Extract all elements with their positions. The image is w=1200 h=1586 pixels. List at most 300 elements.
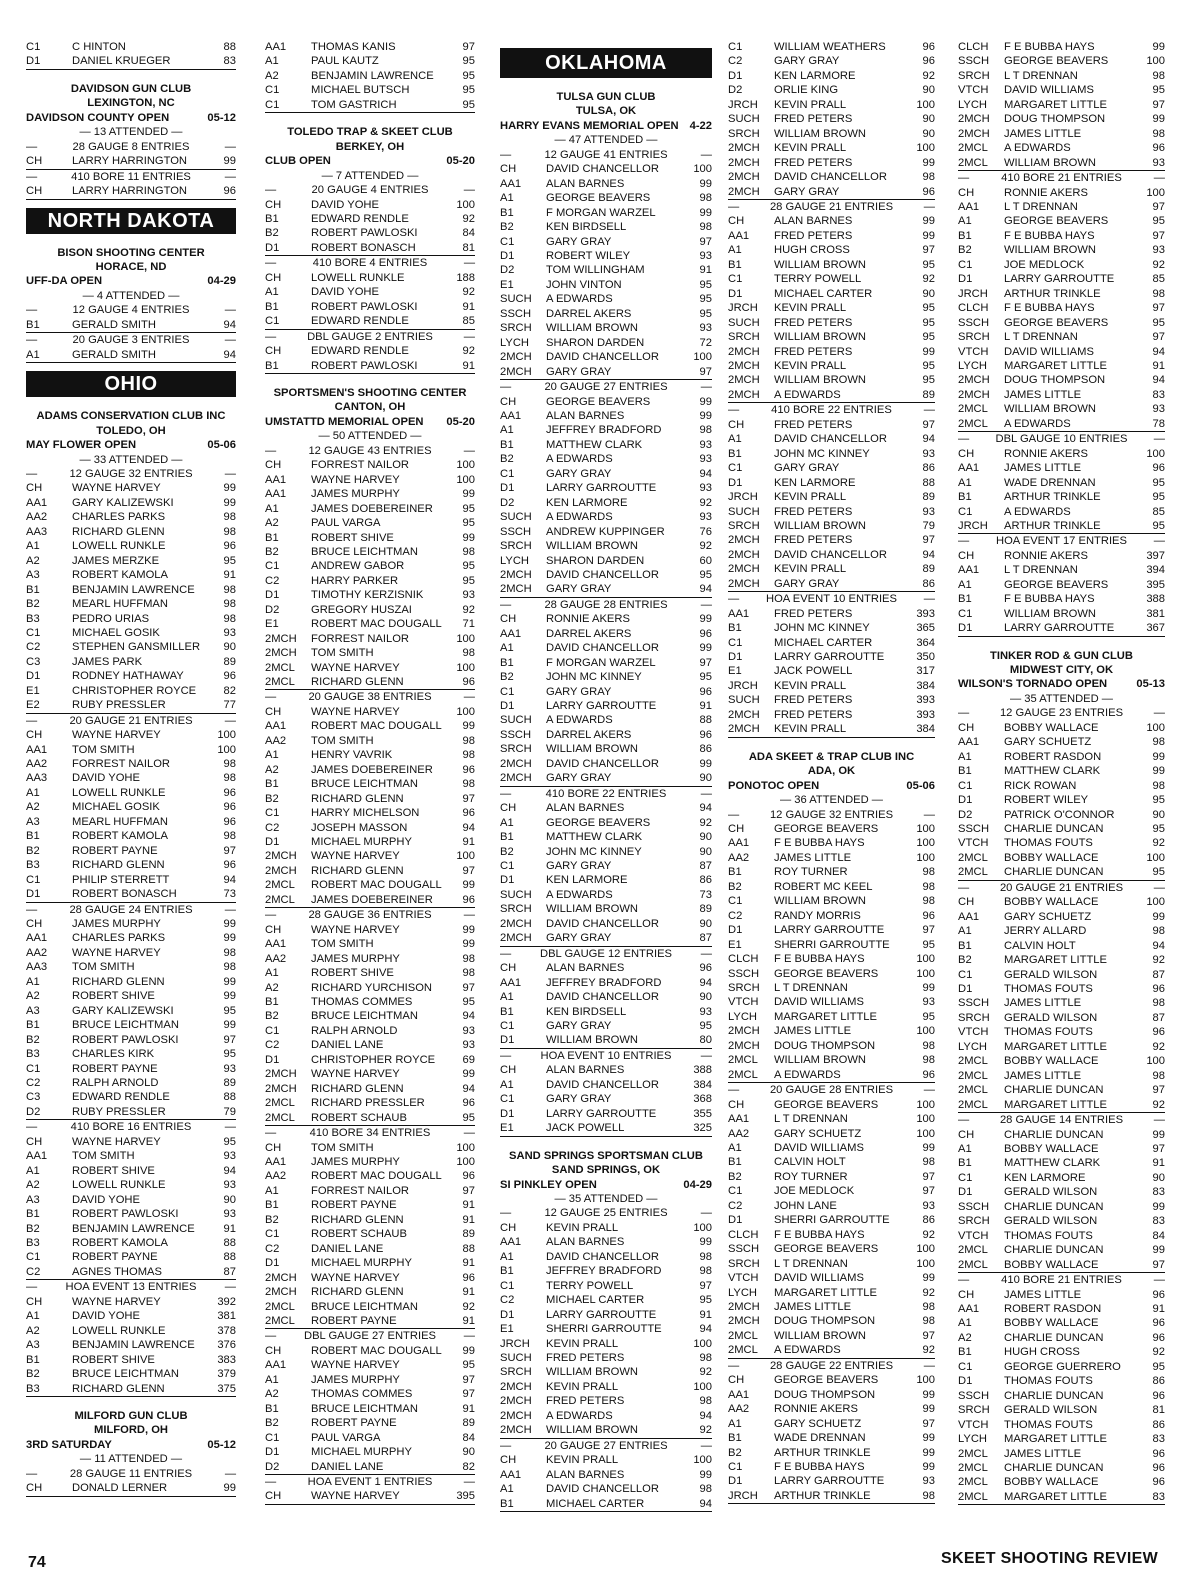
dash: — xyxy=(780,794,795,807)
class-code: 2MCL xyxy=(958,1490,988,1503)
score: 375 xyxy=(217,1382,236,1395)
shooter-name: MEARL HUFFMAN xyxy=(72,815,168,828)
class-code: CH xyxy=(728,1098,745,1111)
class-code: A1 xyxy=(500,991,514,1004)
score: 96 xyxy=(699,728,712,741)
score: 99 xyxy=(223,975,236,988)
score: 89 xyxy=(462,1417,475,1430)
class-code: AA1 xyxy=(958,462,980,475)
score: 71 xyxy=(462,618,475,631)
dash: — xyxy=(1153,535,1165,548)
shooter-name: WILLIAM BROWN xyxy=(774,331,866,344)
score: 100 xyxy=(693,351,712,364)
shooter-name: WAYNE HARVEY xyxy=(311,850,400,863)
gauge-label: 12 GAUGE 25 ENTRIES xyxy=(544,1207,668,1220)
shooter-name: GERALD WILSON xyxy=(1004,1404,1098,1417)
dash: — xyxy=(728,1359,740,1372)
class-code: 2MCH xyxy=(265,1068,297,1081)
club-city: TULSA, OK xyxy=(575,105,637,118)
result-row xyxy=(728,1170,935,1184)
score: 99 xyxy=(1152,750,1165,763)
shooter-name: A EDWARDS xyxy=(774,1068,841,1081)
shooter-name: CHARLIE DUNCAN xyxy=(1004,866,1104,879)
class-code: CH xyxy=(26,185,43,198)
result-row xyxy=(728,1402,935,1416)
gauge-label: 410 BORE 4 ENTRIES xyxy=(312,257,428,270)
class-code: A1 xyxy=(728,244,742,257)
class-code: AA2 xyxy=(265,952,287,965)
class-code: 2MCH xyxy=(500,757,532,770)
result-row xyxy=(958,1185,1165,1199)
shooter-name: GEORGE BEAVERS xyxy=(774,1374,879,1387)
result-row xyxy=(728,388,935,403)
gauge-label: HOA EVENT 10 ENTRIES xyxy=(766,593,897,606)
result-row xyxy=(500,728,712,742)
shooter-name: CALVIN HOLT xyxy=(774,1156,846,1169)
class-code: 2MCL xyxy=(958,1447,988,1460)
class-code: E1 xyxy=(265,618,279,631)
shooter-name: ARTHUR TRINKLE xyxy=(774,1489,871,1502)
dash: — xyxy=(265,330,277,343)
shooter-name: FORREST NAILOR xyxy=(72,758,171,771)
gauge-label: DBL GAUGE 12 ENTRIES xyxy=(539,947,672,960)
class-code: SSCH xyxy=(500,525,532,538)
result-row xyxy=(26,1033,236,1047)
shooter-name: GEORGE BEAVERS xyxy=(1004,578,1109,591)
dash: — xyxy=(26,170,38,183)
result-row xyxy=(728,112,935,126)
result-row xyxy=(265,1227,475,1241)
result-row xyxy=(265,458,475,472)
score: 98 xyxy=(462,967,475,980)
gauge-label: 410 BORE 21 ENTRIES xyxy=(1001,1274,1122,1287)
result-row xyxy=(265,502,475,516)
class-code: C1 xyxy=(26,41,41,53)
score: 93 xyxy=(223,1208,236,1221)
class-code: B1 xyxy=(958,1157,972,1170)
shooter-name: DOUG THOMPSON xyxy=(774,1315,876,1328)
score: 95 xyxy=(462,84,475,97)
class-code: CH xyxy=(728,418,745,431)
result-row xyxy=(958,1214,1165,1228)
shooter-name: MICHAEL MURPHY xyxy=(311,1446,412,1459)
score: 98 xyxy=(1152,69,1165,82)
class-code: 2MCL xyxy=(265,879,295,892)
score: 99 xyxy=(922,1403,935,1416)
score: 100 xyxy=(916,1257,935,1270)
gauge-header xyxy=(500,1439,712,1453)
class-code: AA1 xyxy=(728,607,750,620)
shooter-name: A EDWARDS xyxy=(1004,142,1071,155)
shooter-name: MARGARET LITTLE xyxy=(1004,1490,1107,1503)
class-code: B2 xyxy=(265,1010,279,1023)
shooter-name: DAVID CHANCELLOR xyxy=(546,642,659,655)
shooter-name: JAMES LITTLE xyxy=(1004,997,1082,1010)
class-code: D2 xyxy=(265,1460,280,1473)
result-row xyxy=(728,1314,935,1328)
shooter-name: GEORGE BEAVERS xyxy=(546,395,651,408)
attended-count: 35 ATTENDED xyxy=(1024,692,1099,705)
score: 96 xyxy=(1152,1288,1165,1301)
shooter-name: DANIEL LANE xyxy=(311,1039,384,1052)
score: 94 xyxy=(699,467,712,480)
score: 96 xyxy=(922,185,935,198)
gauge-header xyxy=(728,403,935,417)
class-code: D1 xyxy=(958,273,973,286)
result-row xyxy=(958,272,1165,286)
result-row xyxy=(728,1228,935,1242)
dash: — xyxy=(224,903,236,916)
score: 95 xyxy=(1152,519,1165,532)
class-code: B1 xyxy=(265,300,279,313)
shooter-name: DARREL AKERS xyxy=(546,627,632,640)
gauge-label: 410 BORE 22 ENTRIES xyxy=(545,787,667,800)
result-row xyxy=(958,822,1165,836)
result-row xyxy=(958,417,1165,432)
gauge-header xyxy=(728,592,935,606)
shooter-name: EDWARD RENDLE xyxy=(311,315,409,328)
shooter-name: ROBERT BONASCH xyxy=(311,241,416,254)
score: 97 xyxy=(462,864,475,877)
result-row xyxy=(728,1024,935,1038)
class-code: AA2 xyxy=(265,1170,287,1183)
class-code: AA1 xyxy=(26,743,48,756)
shooter-name: GEORGE BEAVERS xyxy=(1004,316,1109,329)
dash: — xyxy=(700,1439,712,1452)
gauge-header xyxy=(500,1206,712,1220)
shooter-name: GEORGE BEAVERS xyxy=(774,1098,879,1111)
dash: — xyxy=(463,330,475,343)
result-row xyxy=(500,1005,712,1019)
class-code: 2MCH xyxy=(265,632,297,645)
class-code: D1 xyxy=(958,794,973,807)
shooter-name: RONNIE AKERS xyxy=(774,1403,858,1416)
result-row xyxy=(728,418,935,432)
class-code: C1 xyxy=(500,1020,515,1032)
score: 100 xyxy=(693,1454,712,1467)
score: 99 xyxy=(1152,765,1165,778)
shooter-name: DAVID CHANCELLOR xyxy=(546,1483,659,1496)
dash: — xyxy=(728,404,740,417)
result-row xyxy=(728,664,935,678)
class-code: 2MCL xyxy=(958,1098,988,1111)
shooter-name: ROY TURNER xyxy=(774,1170,848,1183)
shooter-name: LARRY GARROUTTE xyxy=(774,651,885,664)
result-row xyxy=(26,184,236,199)
shooter-name: RICHARD GLENN xyxy=(311,1286,404,1299)
shooter-name: LARRY GARROUTTE xyxy=(546,482,657,495)
shooter-name: L T DRENNAN xyxy=(774,1113,848,1126)
class-code: SRCH xyxy=(728,331,760,344)
result-row xyxy=(500,742,712,756)
score: 92 xyxy=(699,1366,712,1379)
class-code: SSCH xyxy=(958,316,990,329)
class-code: B2 xyxy=(500,221,514,234)
shooter-name: RICHARD GLENN xyxy=(311,676,404,689)
shooter-name: RUBY PRESSLER xyxy=(72,699,166,712)
shooter-name: LOWELL RUNKLE xyxy=(311,271,405,284)
class-code: 2MCH xyxy=(728,156,760,169)
class-code: A1 xyxy=(958,1317,972,1330)
result-row xyxy=(26,1105,236,1120)
result-row xyxy=(958,1054,1165,1068)
shooter-name: A EDWARDS xyxy=(774,1344,841,1357)
score: 325 xyxy=(693,1122,712,1135)
shooter-name: SHERRI GARROUTTE xyxy=(774,938,890,951)
score: 93 xyxy=(922,505,935,518)
class-code: VTCH xyxy=(958,1418,989,1431)
shooter-name: ALAN BARNES xyxy=(546,962,625,975)
class-code: B1 xyxy=(500,438,514,451)
class-code: A2 xyxy=(26,554,40,567)
result-row xyxy=(265,359,475,374)
score: 98 xyxy=(462,734,475,747)
shooter-name: DOUG THOMPSON xyxy=(774,1039,876,1052)
gauge-header xyxy=(958,881,1165,895)
class-code: 2MCL xyxy=(958,1476,988,1489)
class-code: 2MCH xyxy=(728,374,760,387)
club-name: BISON SHOOTING CENTER xyxy=(57,246,205,259)
shooter-name: SHARON DARDEN xyxy=(546,554,645,567)
result-row xyxy=(500,162,712,176)
dash: — xyxy=(463,1330,475,1343)
shooter-name: DONALD LERNER xyxy=(72,1482,168,1495)
score: 94 xyxy=(1152,939,1165,952)
event-line xyxy=(26,274,236,288)
score: 97 xyxy=(462,1373,475,1386)
score: 98 xyxy=(223,511,236,524)
score: 97 xyxy=(922,534,935,547)
class-code: D1 xyxy=(265,1257,280,1270)
result-row xyxy=(26,496,236,510)
score: 94 xyxy=(699,583,712,596)
shooter-name: KEVIN PRALL xyxy=(546,1221,619,1234)
shooter-name: WAYNE HARVEY xyxy=(311,1359,400,1372)
result-row xyxy=(26,917,236,931)
result-row xyxy=(500,1351,712,1365)
dash: — xyxy=(265,184,277,197)
result-row xyxy=(500,568,712,582)
result-row xyxy=(958,447,1165,461)
class-code: 2MCH xyxy=(728,388,760,401)
score: 96 xyxy=(223,815,236,828)
score: 91 xyxy=(462,1213,475,1226)
class-code: C1 xyxy=(26,626,41,639)
score: 100 xyxy=(916,1374,935,1387)
shooter-name: ROBERT PAWLOSKI xyxy=(311,227,418,240)
shooter-name: EDWARD RENDLE xyxy=(311,212,409,225)
shooter-name: A EDWARDS xyxy=(546,511,613,524)
attendance xyxy=(26,1452,236,1466)
score: 99 xyxy=(699,409,712,422)
score: 98 xyxy=(1152,1069,1165,1082)
class-code: CH xyxy=(958,1288,975,1301)
result-row xyxy=(728,170,935,184)
shooter-name: CHRISTOPHER ROYCE xyxy=(311,1053,436,1066)
score: 95 xyxy=(462,1359,475,1372)
score: 95 xyxy=(1152,794,1165,807)
result-row xyxy=(958,953,1165,967)
dash: — xyxy=(700,947,712,960)
class-code: A1 xyxy=(958,215,972,228)
shooter-name: KEN BIRDSELL xyxy=(546,221,627,234)
class-code: C2 xyxy=(26,1077,41,1089)
result-row xyxy=(500,191,712,205)
shooter-name: DAVID CHANCELLOR xyxy=(774,171,887,184)
score: 392 xyxy=(217,1295,236,1308)
shooter-name: DAVID WILLIAMS xyxy=(1004,345,1094,358)
result-row xyxy=(958,1447,1165,1461)
dash: — xyxy=(700,1207,712,1220)
event-name: DAVIDSON COUNTY OPEN xyxy=(26,111,170,124)
class-code: 2MCH xyxy=(500,932,532,945)
class-code: AA2 xyxy=(728,1127,750,1140)
dash: — xyxy=(321,169,336,182)
score: 97 xyxy=(462,981,475,994)
shooter-name: PAUL KAUTZ xyxy=(311,55,379,68)
class-code: CLCH xyxy=(728,953,759,966)
shooter-name: RICHARD GLENN xyxy=(72,525,165,538)
result-row xyxy=(26,597,236,611)
event-name: SI PINKLEY OPEN xyxy=(500,1178,597,1191)
result-row xyxy=(728,1112,935,1126)
score: 96 xyxy=(1152,1476,1165,1489)
dash: — xyxy=(500,148,512,161)
event-line xyxy=(26,1438,236,1452)
shooter-name: RODNEY HATHAWAY xyxy=(72,670,184,683)
shooter-name: THOMAS FOUTS xyxy=(1004,1026,1093,1039)
score: 94 xyxy=(699,976,712,989)
result-row xyxy=(500,292,712,306)
shooter-name: MICHAEL GOSIK xyxy=(72,801,160,814)
score: 91 xyxy=(462,1199,475,1212)
shooter-name: DAVID YOHE xyxy=(72,772,140,785)
attended-count: 11 ATTENDED xyxy=(94,1453,168,1466)
class-code: 2MCH xyxy=(265,864,297,877)
result-row xyxy=(958,461,1165,475)
result-row xyxy=(265,314,475,329)
shooter-name: LOWELL RUNKLE xyxy=(72,786,166,799)
shooter-name: CHARLIE DUNCAN xyxy=(1004,1389,1104,1402)
class-code: 2MCH xyxy=(500,351,532,364)
score: 96 xyxy=(1152,1461,1165,1474)
event-date: 05-12 xyxy=(207,1438,236,1451)
result-row xyxy=(728,1271,935,1285)
shooter-name: DANIEL LANE xyxy=(311,1460,384,1473)
shooter-name: HARRY MICHELSON xyxy=(311,807,420,820)
shooter-name: MARGARET LITTLE xyxy=(1004,1098,1107,1111)
dash: — xyxy=(728,808,740,821)
score: 98 xyxy=(699,1351,712,1364)
class-code: B1 xyxy=(26,830,40,843)
result-row xyxy=(26,655,236,669)
score: 96 xyxy=(462,1271,475,1284)
result-row xyxy=(26,348,236,363)
score: 95 xyxy=(699,671,712,684)
class-code: C1 xyxy=(728,895,743,908)
score: 100 xyxy=(916,98,935,111)
score: 99 xyxy=(1152,910,1165,923)
class-code: VTCH xyxy=(958,1229,989,1242)
class-code: A1 xyxy=(265,502,279,515)
shooter-name: THOMAS FOUTS xyxy=(1004,1418,1093,1431)
shooter-name: RICHARD GLENN xyxy=(72,975,165,988)
score: 95 xyxy=(699,568,712,581)
shooter-name: JAMES MURPHY xyxy=(311,952,400,965)
score: 96 xyxy=(1152,142,1165,155)
class-code: D1 xyxy=(265,836,280,849)
class-code: 2MCL xyxy=(958,156,988,169)
shooter-name: BENJAMIN LAWRENCE xyxy=(72,1339,195,1352)
score: 100 xyxy=(916,142,935,155)
club-city: MILFORD, OH xyxy=(94,1424,168,1437)
result-row xyxy=(958,563,1165,577)
shooter-name: JAMES MURPHY xyxy=(311,1155,400,1168)
shooter-name: MICHAEL MURPHY xyxy=(311,836,412,849)
score: 100 xyxy=(456,632,475,645)
class-code: 2MCL xyxy=(265,1300,295,1313)
shooter-name: BRUCE LEICHTMAN xyxy=(311,1010,418,1023)
score: 97 xyxy=(462,1184,475,1197)
shooter-name: FRED PETERS xyxy=(774,694,853,707)
shooter-name: MICHAEL CARTER xyxy=(774,287,873,300)
shooter-name: ROBERT KAMOLA xyxy=(72,1236,168,1249)
club-city: HORACE, ND xyxy=(95,260,167,273)
score: 73 xyxy=(223,888,236,901)
score: 95 xyxy=(223,1135,236,1148)
shooter-name: GARY KALIZEWSKI xyxy=(72,496,174,509)
shooter-name: RONNIE AKERS xyxy=(1004,447,1088,460)
shooter-name: TERRY POWELL xyxy=(546,1279,634,1292)
score: 99 xyxy=(223,482,236,495)
result-row xyxy=(958,98,1165,112)
score: 93 xyxy=(223,1150,236,1163)
shooter-name: ROBERT BONASCH xyxy=(72,888,177,901)
shooter-name: GERALD WILSON xyxy=(1004,1011,1098,1024)
class-code: C1 xyxy=(500,685,515,698)
dash: — xyxy=(500,1207,512,1220)
score: 93 xyxy=(699,249,712,262)
result-row xyxy=(265,1431,475,1445)
score: 98 xyxy=(699,424,712,437)
result-row xyxy=(958,939,1165,953)
score: 83 xyxy=(223,55,236,68)
class-code: JRCH xyxy=(728,679,758,692)
class-code: CH xyxy=(958,447,975,460)
class-code: C2 xyxy=(265,821,280,834)
result-row xyxy=(500,350,712,364)
result-row xyxy=(265,1111,475,1126)
class-code: D1 xyxy=(26,670,41,683)
result-row xyxy=(958,735,1165,749)
shooter-name: EDWARD RENDLE xyxy=(311,345,409,358)
class-code: SRCH xyxy=(958,331,990,344)
score: 78 xyxy=(1152,417,1165,430)
shooter-name: WILLIAM BROWN xyxy=(774,258,866,271)
class-code: CH xyxy=(500,962,517,975)
shooter-name: THOMAS FOUTS xyxy=(1004,983,1093,995)
result-row xyxy=(265,1271,475,1285)
result-row xyxy=(265,675,475,690)
shooter-name: F E BUBBA HAYS xyxy=(774,1460,865,1473)
class-code: B2 xyxy=(265,792,279,805)
score: 98 xyxy=(922,1315,935,1328)
gauge-header xyxy=(26,714,236,728)
gauge-header xyxy=(26,333,236,347)
result-row xyxy=(265,995,475,1009)
result-row xyxy=(728,69,935,83)
shooter-name: HARRY PARKER xyxy=(311,574,399,587)
